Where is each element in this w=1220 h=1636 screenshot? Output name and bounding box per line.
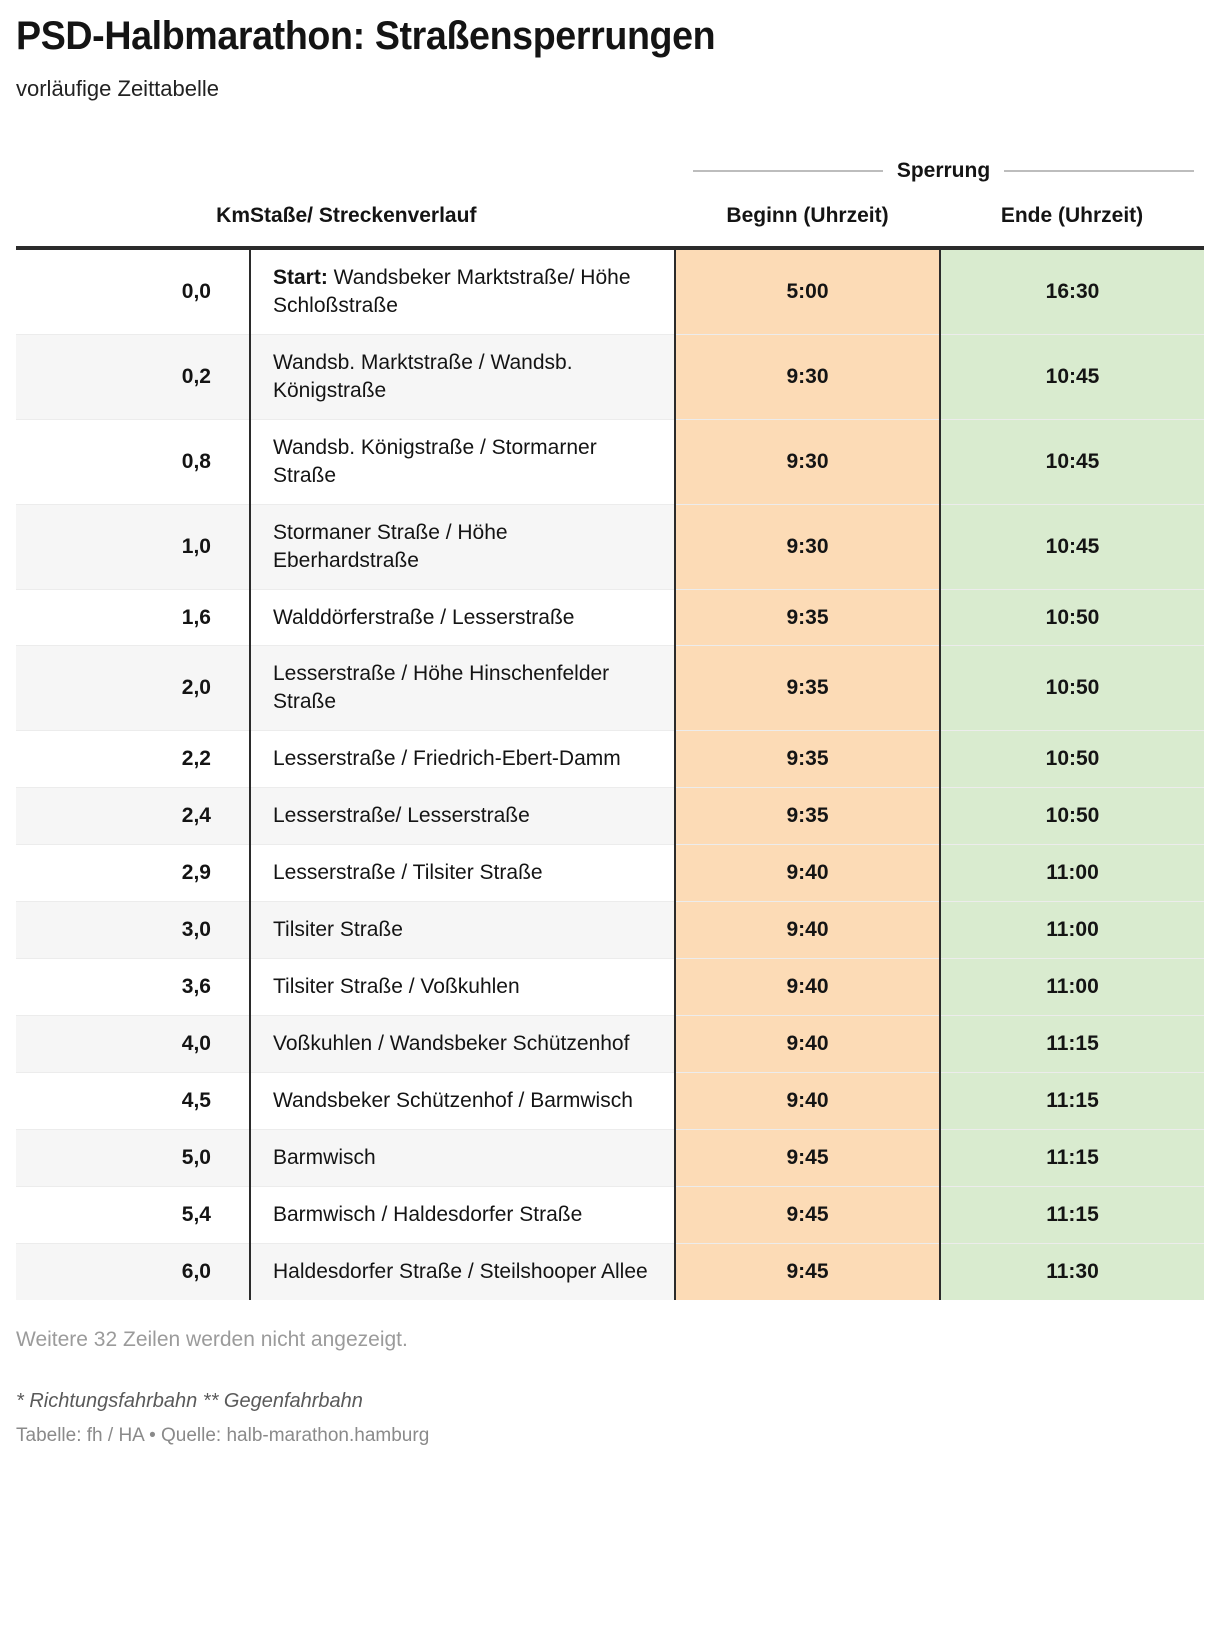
table-row xyxy=(16,731,1204,788)
column-header-row xyxy=(16,194,1204,248)
table-row xyxy=(16,1186,1204,1243)
group-header-spacer-street xyxy=(250,148,675,194)
cell-closure-end: 11:00 xyxy=(940,902,1204,959)
cell-street: Wandsbeker Schützenhof / Barmwisch xyxy=(250,1072,675,1129)
cell-street: Barmwisch / Haldesdorfer Straße xyxy=(250,1186,675,1243)
cell-closure-begin: 9:30 xyxy=(675,335,940,420)
cell-km: 3,0 xyxy=(16,902,250,959)
column-header-km: Km xyxy=(16,194,250,248)
legend-note: * Richtungsfahrbahn ** Gegenfahrbahn xyxy=(16,1389,363,1412)
cell-km: 4,5 xyxy=(16,1072,250,1129)
cell-street: Lesserstraße / Friedrich-Ebert-Damm xyxy=(250,731,675,788)
cell-km: 0,8 xyxy=(16,419,250,504)
cell-street: Barmwisch xyxy=(250,1129,675,1186)
table-row xyxy=(16,1243,1204,1299)
road-closures-table xyxy=(16,148,1204,1299)
cell-street: Tilsiter Straße xyxy=(250,902,675,959)
table-row xyxy=(16,589,1204,646)
table-row xyxy=(16,504,1204,589)
cell-street: Haldesdorfer Straße / Steilshooper Allee xyxy=(250,1243,675,1299)
cell-closure-begin: 9:40 xyxy=(675,902,940,959)
cell-closure-begin: 9:40 xyxy=(675,1072,940,1129)
cell-closure-begin: 9:40 xyxy=(675,959,940,1016)
table-row xyxy=(16,646,1204,731)
cell-km: 5,0 xyxy=(16,1129,250,1186)
group-header-label: Sperrung xyxy=(896,159,991,183)
table-row xyxy=(16,248,1204,334)
table-row xyxy=(16,902,1204,959)
cell-closure-begin: 9:45 xyxy=(675,1129,940,1186)
cell-closure-end: 10:50 xyxy=(940,646,1204,731)
column-header-begin: Beginn (Uhrzeit) xyxy=(675,194,940,248)
table-row xyxy=(16,959,1204,1016)
cell-km: 4,0 xyxy=(16,1015,250,1072)
cell-closure-end: 11:15 xyxy=(940,1186,1204,1243)
table-row xyxy=(16,419,1204,504)
cell-km: 1,6 xyxy=(16,589,250,646)
group-header-sperrung xyxy=(675,148,1204,194)
cell-closure-end: 11:15 xyxy=(940,1015,1204,1072)
cell-street: Wandsb. Königstraße / Stormarner Straße xyxy=(250,419,675,504)
truncated-notice: Weitere 32 Zeilen werden nicht angezeigt. xyxy=(16,1327,408,1351)
cell-km: 3,6 xyxy=(16,959,250,1016)
cell-closure-begin: 9:35 xyxy=(675,788,940,845)
cell-closure-begin: 9:35 xyxy=(675,731,940,788)
cell-km: 2,9 xyxy=(16,845,250,902)
cell-km: 5,4 xyxy=(16,1186,250,1243)
cell-street: Lesserstraße / Tilsiter Straße xyxy=(250,845,675,902)
table-row xyxy=(16,845,1204,902)
cell-closure-begin: 9:40 xyxy=(675,845,940,902)
cell-closure-end: 10:45 xyxy=(940,419,1204,504)
table-row xyxy=(16,335,1204,420)
cell-km: 6,0 xyxy=(16,1243,250,1299)
table-head xyxy=(16,148,1204,248)
cell-street: Wandsb. Marktstraße / Wandsb. Königstraße xyxy=(250,335,675,420)
column-header-street: Staße/ Streckenverlauf xyxy=(250,194,675,248)
cell-closure-end: 10:45 xyxy=(940,335,1204,420)
cell-street-prefix: Start: xyxy=(273,266,328,290)
cell-closure-begin: 9:45 xyxy=(675,1186,940,1243)
cell-closure-end: 10:50 xyxy=(940,731,1204,788)
cell-street-text: Wandsbeker Marktstraße/ Höhe Schloßstraße xyxy=(273,266,631,318)
cell-street: Voßkuhlen / Wandsbeker Schützenhof xyxy=(250,1015,675,1072)
cell-km: 2,0 xyxy=(16,646,250,731)
cell-closure-end: 11:00 xyxy=(940,845,1204,902)
cell-closure-begin: 9:35 xyxy=(675,589,940,646)
cell-street: Lesserstraße/ Lesserstraße xyxy=(250,788,675,845)
cell-street xyxy=(250,248,675,334)
cell-km: 0,0 xyxy=(16,248,250,334)
cell-closure-begin: 9:40 xyxy=(675,1015,940,1072)
table-body xyxy=(16,248,1204,1299)
cell-closure-end: 11:15 xyxy=(940,1072,1204,1129)
cell-closure-begin: 9:45 xyxy=(675,1243,940,1299)
cell-street: Stormaner Straße / Höhe Eberhardstraße xyxy=(250,504,675,589)
cell-closure-end: 11:15 xyxy=(940,1129,1204,1186)
table-row xyxy=(16,1015,1204,1072)
cell-closure-begin: 9:30 xyxy=(675,504,940,589)
cell-closure-end: 11:30 xyxy=(940,1243,1204,1299)
cell-closure-end: 10:50 xyxy=(940,788,1204,845)
table-row xyxy=(16,788,1204,845)
cell-closure-end: 10:50 xyxy=(940,589,1204,646)
table-row xyxy=(16,1072,1204,1129)
cell-km: 2,4 xyxy=(16,788,250,845)
cell-street: Walddörferstraße / Lesserstraße xyxy=(250,589,675,646)
cell-km: 1,0 xyxy=(16,504,250,589)
cell-km: 2,2 xyxy=(16,731,250,788)
cell-street: Lesserstraße / Höhe Hinschenfelder Straße xyxy=(250,646,675,731)
source-credit: Tabelle: fh / HA • Quelle: halb-marathon.hamburg xyxy=(16,1424,430,1446)
cell-closure-end: 16:30 xyxy=(940,248,1204,334)
cell-street: Tilsiter Straße / Voßkuhlen xyxy=(250,959,675,1016)
group-rule-right xyxy=(1004,170,1194,172)
cell-closure-end: 10:45 xyxy=(940,504,1204,589)
cell-closure-begin: 9:35 xyxy=(675,646,940,731)
page-title: PSD-Halbmarathon: Straßensperrungen xyxy=(16,14,716,58)
column-header-end: Ende (Uhrzeit) xyxy=(940,194,1204,248)
table-row xyxy=(16,1129,1204,1186)
page-subtitle: vorläufige Zeittabelle xyxy=(16,75,220,101)
cell-km: 0,2 xyxy=(16,335,250,420)
cell-closure-begin: 9:30 xyxy=(675,419,940,504)
cell-closure-end: 11:00 xyxy=(940,959,1204,1016)
group-header-spacer-km xyxy=(16,148,250,194)
group-rule-left xyxy=(693,170,883,172)
group-header-row xyxy=(16,148,1204,194)
cell-closure-begin: 5:00 xyxy=(675,248,940,334)
